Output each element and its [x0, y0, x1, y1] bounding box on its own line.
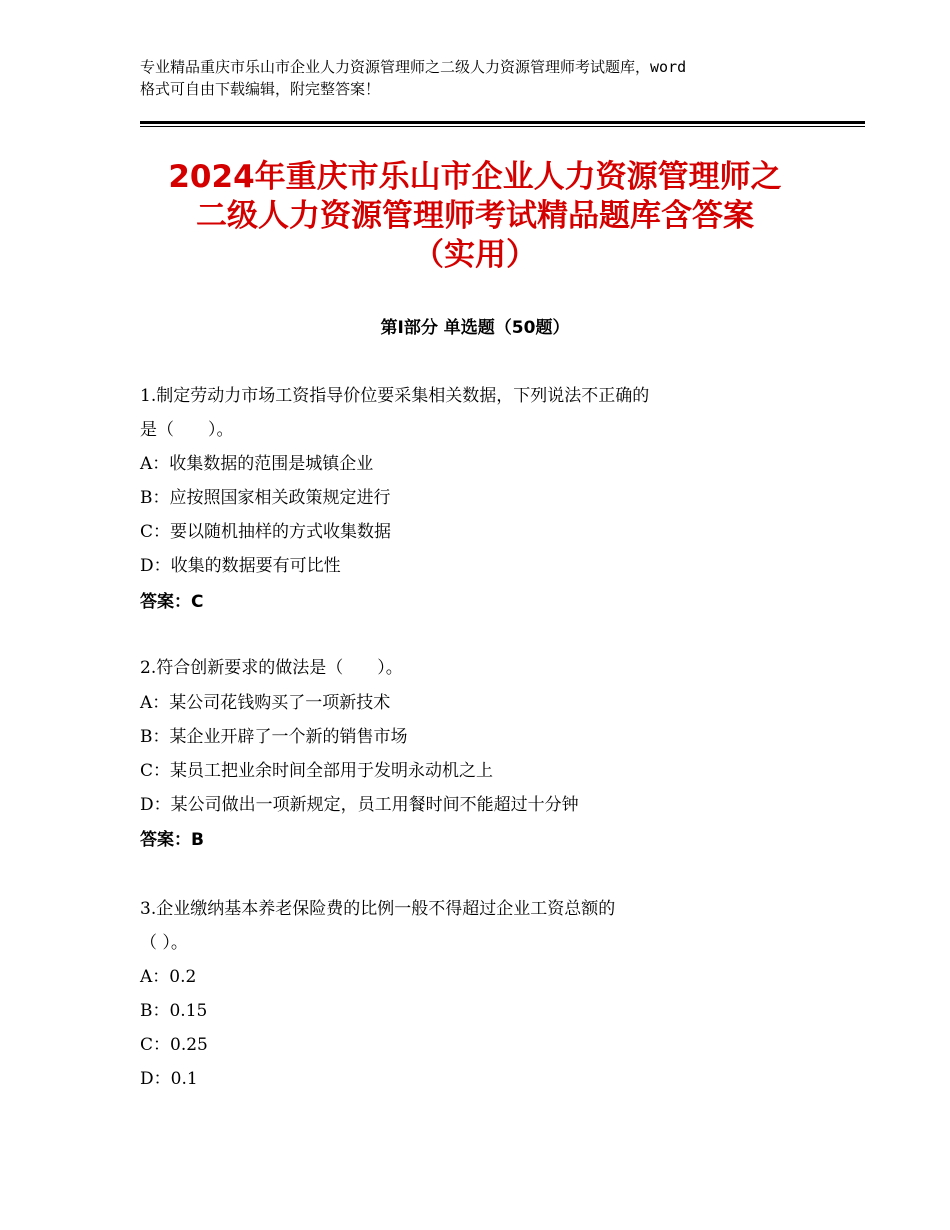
question-2-option-a: A：某公司花钱购买了一项新技术 — [140, 693, 391, 713]
question-2-option-b: B：某企业开辟了一个新的销售市场 — [140, 727, 408, 747]
document-title — [120, 158, 830, 275]
header-note — [140, 56, 830, 100]
title-line: 2024年重庆市乐山市企业人力资源管理师之 — [168, 159, 782, 195]
header-note-line: 格式可自由下载编辑，附完整答案！ — [140, 80, 381, 98]
question-3-option-c: C：0.25 — [140, 1035, 208, 1055]
question-3-option-b: B：0.15 — [140, 1001, 208, 1021]
question-1-option-c: C：要以随机抽样的方式收集数据 — [140, 522, 392, 542]
question-1-option-b: B：应按照国家相关政策规定进行 — [140, 488, 391, 508]
question-1-option-d: D：收集的数据要有可比性 — [140, 556, 341, 576]
header-rule-thick — [140, 121, 865, 124]
question-1-answer: 答案：C — [140, 592, 204, 612]
question-3-option-a: A：0.2 — [140, 967, 197, 987]
header-rule-thin — [140, 126, 865, 127]
question-2-stem: 2.符合创新要求的做法是（ ）。 — [140, 658, 403, 678]
title-line: （实用） — [413, 237, 537, 273]
question-3-stem-cont: （ ）。 — [140, 933, 188, 953]
question-3-option-d: D：0.1 — [140, 1069, 198, 1089]
question-2-option-d: D：某公司做出一项新规定，员工用餐时间不能超过十分钟 — [140, 795, 579, 815]
question-1-stem-cont: 是（ ）。 — [140, 420, 234, 440]
question-2-answer: 答案：B — [140, 830, 204, 850]
title-line: 二级人力资源管理师考试精品题库含答案 — [196, 198, 754, 234]
section-title: 第Ⅰ部分 单选题（50题） — [380, 318, 570, 338]
question-1-option-a: A：收集数据的范围是城镇企业 — [140, 454, 374, 474]
question-3-stem: 3.企业缴纳基本养老保险费的比例一般不得超过企业工资总额的 — [140, 899, 616, 919]
question-2-option-c: C：某员工把业余时间全部用于发明永动机之上 — [140, 761, 494, 781]
question-1-stem: 1.制定劳动力市场工资指导价位要采集相关数据，下列说法不正确的 — [140, 386, 650, 406]
header-note-line: 专业精品重庆市乐山市企业人力资源管理师之二级人力资源管理师考试题库，word — [140, 58, 687, 76]
